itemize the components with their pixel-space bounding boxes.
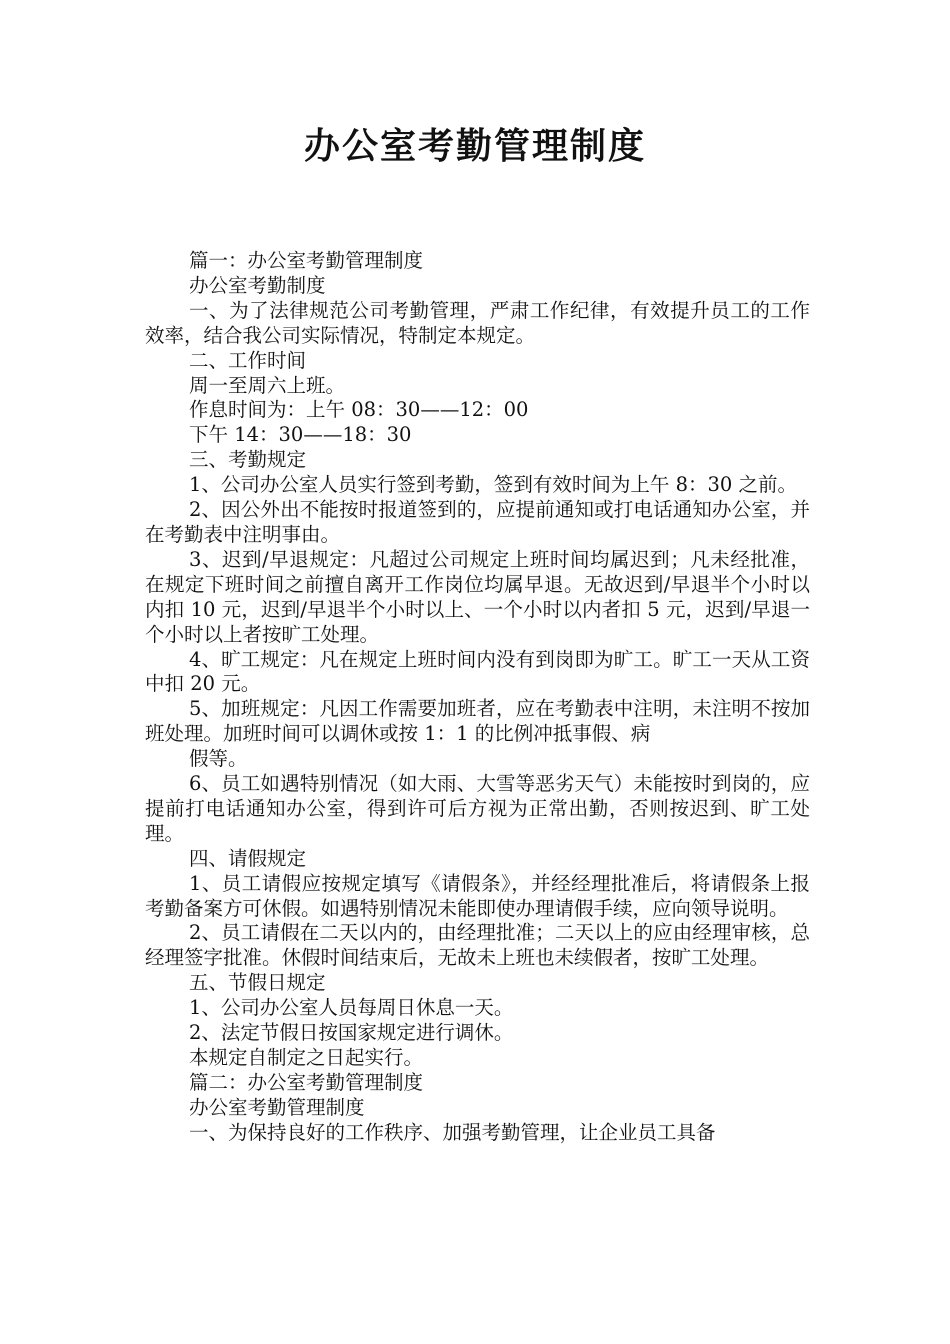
- paragraph-rule-signin: 1、公司办公室人员实行签到考勤，签到有效时间为上午 8：30 之前。: [189, 473, 798, 497]
- paragraph-part2-subtitle: 办公室考勤管理制度: [189, 1095, 365, 1119]
- document-title: 办公室考勤管理制度: [303, 126, 646, 167]
- paragraph-rule-overtime: 5、加班规定：凡因工作需要加班者，应在考勤表中注明，未注明不按加班处理。加班时间可以调休或按 1：1 的比例冲抵事假、病: [145, 697, 810, 746]
- paragraph-part1-heading: 篇一：办公室考勤管理制度: [189, 249, 424, 272]
- document-body: [145, 249, 810, 1146]
- paragraph-holiday-weekly: 1、公司办公室人员每周日休息一天。: [189, 996, 514, 1020]
- paragraph-rule-outing: 2、因公外出不能按时报道签到的，应提前通知或打电话通知办公室，并在考勤表中注明事由。: [145, 498, 810, 546]
- paragraph-effective: 本规定自制定之日起实行。: [189, 1046, 424, 1069]
- paragraph-rule-late: 3、迟到/早退规定：凡超过公司规定上班时间均属迟到；凡未经批准，在规定下班时间之前擅自离开工作岗位均属早退。无故迟到/早退半个小时以内扣 10 元，迟到/早退半个小时以上、一个小时以内者扣 5 元，迟到/早退一个小时以上者按旷工处理。: [145, 547, 810, 646]
- paragraph-subtitle: 办公室考勤制度: [189, 273, 326, 297]
- paragraph-rule-absence: 4、旷工规定：凡在规定上班时间内没有到岗即为旷工。旷工一天从工资中扣 20 元。: [145, 647, 810, 696]
- section-heading-holidays: 五、节假日规定: [189, 971, 326, 995]
- section-heading-work-time: 二、工作时间: [189, 348, 307, 372]
- section-heading-leave: 四、请假规定: [189, 846, 307, 870]
- paragraph-morning-hours: 作息时间为：上午 08：30——12：00: [189, 398, 529, 422]
- paragraph-leave-form: 1、员工请假应按规定填写《请假条》，并经经理批准后，将请假条上报考勤备案方可休假。如遇特别情况未能即使办理请假手续，应向领导说明。: [145, 871, 810, 920]
- paragraph-purpose: 一、为了法律规范公司考勤管理，严肃工作纪律，有效提升员工的工作效率，结合我公司实际情况，特制定本规定。: [145, 298, 810, 347]
- paragraph-rule-overtime-cont: 假等。: [189, 747, 248, 771]
- paragraph-part2-heading: 篇二：办公室考勤管理制度: [189, 1070, 424, 1094]
- paragraph-rule-special: 6、员工如遇特别情况（如大雨、大雪等恶劣天气）未能按时到岗的，应提前打电话通知办公室，得到许可后方视为正常出勤，否则按迟到、旷工处理。: [145, 772, 810, 845]
- section-heading-attendance: 三、考勤规定: [189, 448, 307, 472]
- paragraph-part2-purpose: 一、为保持良好的工作秩序、加强考勤管理，让企业员工具备: [189, 1120, 716, 1144]
- paragraph-holiday-statutory: 2、法定节假日按国家规定进行调休。: [189, 1021, 514, 1045]
- paragraph-workdays: 周一至周六上班。: [189, 373, 346, 397]
- paragraph-afternoon-hours: 下午 14：30——18：30: [189, 423, 412, 447]
- paragraph-leave-approval: 2、员工请假在二天以内的，由经理批准；二天以上的应由经理审核，总经理签字批准。休假时间结束后，无故未上班也未续假者，按旷工处理。: [145, 921, 810, 970]
